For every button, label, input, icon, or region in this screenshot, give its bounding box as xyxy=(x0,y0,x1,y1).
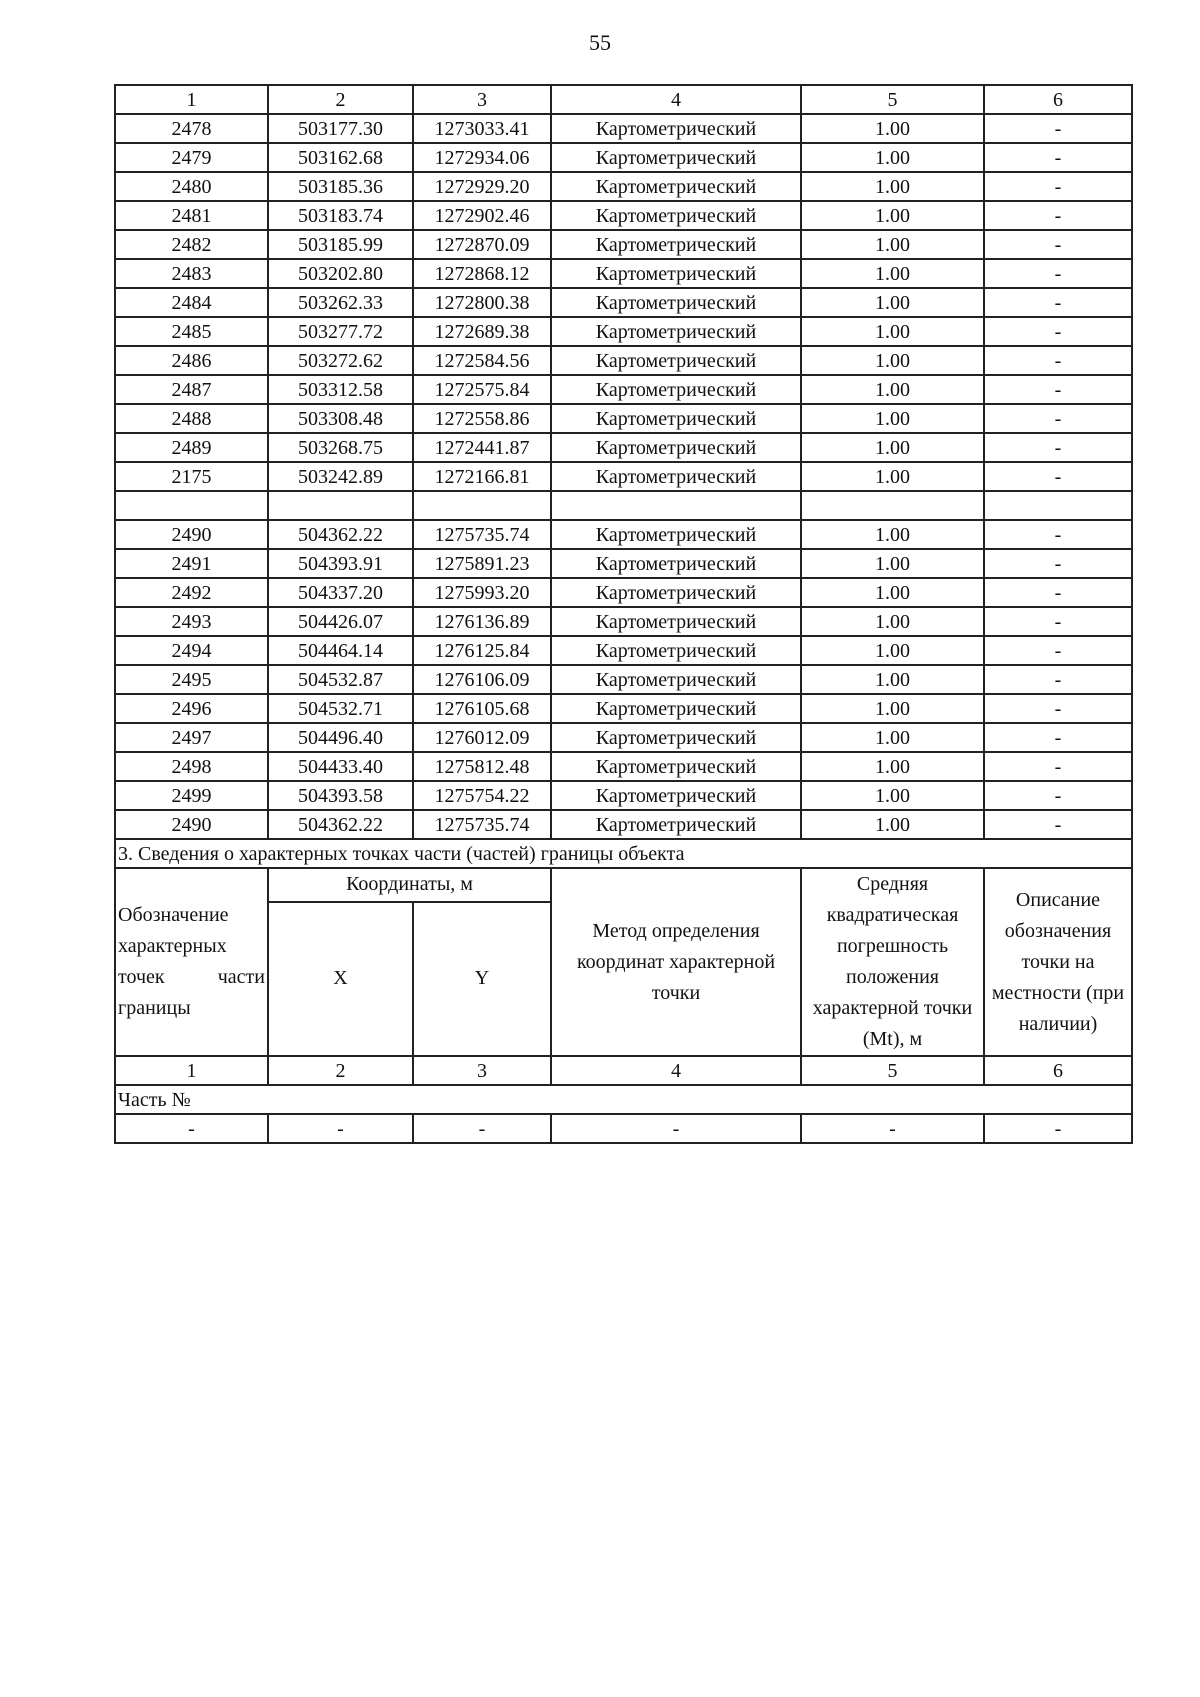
table-cell: 1275735.74 xyxy=(413,520,551,549)
table-cell: 1.00 xyxy=(801,404,984,433)
table-cell: 2483 xyxy=(115,259,268,288)
column-number: 3 xyxy=(413,85,551,114)
table-cell: - xyxy=(984,549,1132,578)
header-mean-error: Средняя квадратическая погрешность положения характерной точки (Mt), м xyxy=(801,868,984,1056)
column-number: 2 xyxy=(268,85,413,114)
table-cell: Картометрический xyxy=(551,172,801,201)
table-cell: Картометрический xyxy=(551,781,801,810)
table-cell: 1273033.41 xyxy=(413,114,551,143)
table-cell: 504393.58 xyxy=(268,781,413,810)
table-cell: - xyxy=(984,230,1132,259)
table-cell: Картометрический xyxy=(551,288,801,317)
table-cell: Картометрический xyxy=(551,143,801,172)
table-cell: 503312.58 xyxy=(268,375,413,404)
table-cell: 503272.62 xyxy=(268,346,413,375)
table-cell: Картометрический xyxy=(551,520,801,549)
table-row xyxy=(115,259,1132,288)
table-row xyxy=(115,201,1132,230)
table-cell: 1.00 xyxy=(801,665,984,694)
table-cell: 1276136.89 xyxy=(413,607,551,636)
table-cell: 504426.07 xyxy=(268,607,413,636)
column-number: 4 xyxy=(551,85,801,114)
table-cell: 2496 xyxy=(115,694,268,723)
table-cell: 2498 xyxy=(115,752,268,781)
table-row xyxy=(115,520,1132,549)
table-cell: 1.00 xyxy=(801,549,984,578)
table-cell: 1272558.86 xyxy=(413,404,551,433)
table-cell: 1.00 xyxy=(801,346,984,375)
table-cell: - xyxy=(984,346,1132,375)
column-number: 6 xyxy=(984,85,1132,114)
table-cell: 2488 xyxy=(115,404,268,433)
table-cell: 503262.33 xyxy=(268,288,413,317)
table-cell: 1275735.74 xyxy=(413,810,551,839)
section-3-title: 3. Сведения о характерных точках части (частей) границы объекта xyxy=(115,839,1132,868)
table-cell: 2497 xyxy=(115,723,268,752)
table-cell: - xyxy=(984,433,1132,462)
table-cell: 504337.20 xyxy=(268,578,413,607)
table-cell: - xyxy=(984,636,1132,665)
header-coordinates: Координаты, м xyxy=(268,868,551,902)
table-cell: 1272870.09 xyxy=(413,230,551,259)
table-cell: - xyxy=(984,317,1132,346)
table-cell: 504362.22 xyxy=(268,810,413,839)
table-cell: 2499 xyxy=(115,781,268,810)
table-row xyxy=(115,810,1132,839)
table-row xyxy=(115,665,1132,694)
table-row xyxy=(115,404,1132,433)
table-cell: 2481 xyxy=(115,201,268,230)
table-cell: 1.00 xyxy=(801,462,984,491)
table-cell: 2175 xyxy=(115,462,268,491)
table-cell: 1.00 xyxy=(801,520,984,549)
table-cell: 503185.99 xyxy=(268,230,413,259)
table-row xyxy=(115,230,1132,259)
table-row xyxy=(115,723,1132,752)
table-cell: 503242.89 xyxy=(268,462,413,491)
table-cell: - xyxy=(984,810,1132,839)
table-cell: - xyxy=(413,1114,551,1143)
table-cell: Картометрический xyxy=(551,114,801,143)
table-cell: - xyxy=(984,288,1132,317)
table-row xyxy=(115,375,1132,404)
table-row xyxy=(115,781,1132,810)
table-cell: - xyxy=(984,404,1132,433)
table-cell: 503308.48 xyxy=(268,404,413,433)
table-cell: Картометрический xyxy=(551,723,801,752)
table-row xyxy=(115,288,1132,317)
table-cell: 1272166.81 xyxy=(413,462,551,491)
column-number: 3 xyxy=(413,1056,551,1085)
table-cell: 2494 xyxy=(115,636,268,665)
table-cell: 1.00 xyxy=(801,288,984,317)
table-cell: - xyxy=(268,1114,413,1143)
table-cell: - xyxy=(984,172,1132,201)
table-cell: 2490 xyxy=(115,810,268,839)
table-row xyxy=(115,607,1132,636)
table-cell: - xyxy=(801,1114,984,1143)
table-cell: Картометрический xyxy=(551,433,801,462)
table-cell: 1275812.48 xyxy=(413,752,551,781)
table-cell: 2487 xyxy=(115,375,268,404)
table-cell: - xyxy=(984,259,1132,288)
section-3-title-row xyxy=(115,839,1132,868)
coordinates-table xyxy=(114,84,1133,1144)
header-y: Y xyxy=(413,902,551,1056)
table-cell: 504496.40 xyxy=(268,723,413,752)
table-cell: - xyxy=(984,694,1132,723)
table-cell: 1.00 xyxy=(801,607,984,636)
table-cell: Картометрический xyxy=(551,462,801,491)
part-label: Часть № xyxy=(115,1085,1132,1114)
table-cell: Картометрический xyxy=(551,694,801,723)
table-cell: - xyxy=(984,607,1132,636)
table-cell: Картометрический xyxy=(551,259,801,288)
table-cell: - xyxy=(984,143,1132,172)
table-cell: 504433.40 xyxy=(268,752,413,781)
table-cell: 2484 xyxy=(115,288,268,317)
table-cell: 2489 xyxy=(115,433,268,462)
table-cell: 2480 xyxy=(115,172,268,201)
table-cell: - xyxy=(984,723,1132,752)
table-row xyxy=(115,462,1132,491)
table-cell: 1.00 xyxy=(801,201,984,230)
table-cell: 1.00 xyxy=(801,694,984,723)
table-cell: Картометрический xyxy=(551,810,801,839)
table-cell: 2491 xyxy=(115,549,268,578)
section-3-header-row xyxy=(115,868,1132,902)
table-cell: 1.00 xyxy=(801,578,984,607)
table-cell: Картометрический xyxy=(551,230,801,259)
table-row xyxy=(115,143,1132,172)
table-cell: 2486 xyxy=(115,346,268,375)
table-row xyxy=(115,636,1132,665)
table-cell: 1275993.20 xyxy=(413,578,551,607)
part-empty-row xyxy=(115,1114,1132,1143)
table-row xyxy=(115,317,1132,346)
table-cell: Картометрический xyxy=(551,346,801,375)
table-cell: Картометрический xyxy=(551,549,801,578)
table-cell: 1.00 xyxy=(801,433,984,462)
table-row xyxy=(115,578,1132,607)
table-cell: - xyxy=(115,1114,268,1143)
table-cell: 504532.87 xyxy=(268,665,413,694)
table-row xyxy=(115,752,1132,781)
page-number: 55 xyxy=(589,30,611,55)
table-cell: Картометрический xyxy=(551,607,801,636)
table-cell: 1272929.20 xyxy=(413,172,551,201)
table-cell: 1272689.38 xyxy=(413,317,551,346)
table-cell: Картометрический xyxy=(551,317,801,346)
table-cell: Картометрический xyxy=(551,665,801,694)
table-cell: 1272441.87 xyxy=(413,433,551,462)
table-cell: - xyxy=(984,201,1132,230)
table-cell: - xyxy=(984,520,1132,549)
table-row xyxy=(115,549,1132,578)
table-cell: 2485 xyxy=(115,317,268,346)
table-cell: 503183.74 xyxy=(268,201,413,230)
table-cell: 1275891.23 xyxy=(413,549,551,578)
column-number-row xyxy=(115,85,1132,114)
table-row xyxy=(115,433,1132,462)
table-cell: 504362.22 xyxy=(268,520,413,549)
table-cell: 1.00 xyxy=(801,230,984,259)
part-label-row xyxy=(115,1085,1132,1114)
header-method: Метод определения координат характерной точки xyxy=(551,868,801,1056)
table-cell: - xyxy=(984,1114,1132,1143)
table-cell: 1272934.06 xyxy=(413,143,551,172)
table-cell: - xyxy=(551,1114,801,1143)
table-cell: 504532.71 xyxy=(268,694,413,723)
column-number: 1 xyxy=(115,1056,268,1085)
table-cell: - xyxy=(984,114,1132,143)
table-cell: - xyxy=(984,752,1132,781)
table-cell: 1.00 xyxy=(801,172,984,201)
column-number: 5 xyxy=(801,1056,984,1085)
table-cell: 1.00 xyxy=(801,810,984,839)
table-row xyxy=(115,172,1132,201)
table-cell: 503162.68 xyxy=(268,143,413,172)
table-cell: 503277.72 xyxy=(268,317,413,346)
table-cell: 1.00 xyxy=(801,636,984,665)
table-cell: 2479 xyxy=(115,143,268,172)
column-number: 4 xyxy=(551,1056,801,1085)
column-number: 6 xyxy=(984,1056,1132,1085)
table-cell: 503177.30 xyxy=(268,114,413,143)
table-cell: 2492 xyxy=(115,578,268,607)
table-cell: 1272575.84 xyxy=(413,375,551,404)
table-cell: 1276125.84 xyxy=(413,636,551,665)
table-cell: 1.00 xyxy=(801,375,984,404)
table-cell: 1275754.22 xyxy=(413,781,551,810)
table-cell: 1.00 xyxy=(801,723,984,752)
table-cell: 1.00 xyxy=(801,114,984,143)
table-cell: Картометрический xyxy=(551,752,801,781)
table-cell: 503185.36 xyxy=(268,172,413,201)
table-cell: Картометрический xyxy=(551,404,801,433)
table-cell: - xyxy=(984,462,1132,491)
table-cell: 1.00 xyxy=(801,143,984,172)
table-cell: 2490 xyxy=(115,520,268,549)
column-number: 5 xyxy=(801,85,984,114)
header-x: X xyxy=(268,902,413,1056)
table-cell: - xyxy=(984,578,1132,607)
table-cell: 1276106.09 xyxy=(413,665,551,694)
column-number-row xyxy=(115,1056,1132,1085)
table-cell: 504464.14 xyxy=(268,636,413,665)
column-number: 1 xyxy=(115,85,268,114)
table-cell: 1.00 xyxy=(801,259,984,288)
table-cell: 1.00 xyxy=(801,752,984,781)
table-cell: Картометрический xyxy=(551,578,801,607)
table-cell: - xyxy=(984,781,1132,810)
table-row xyxy=(115,346,1132,375)
empty-separator-row xyxy=(115,491,1132,520)
table-cell: 1.00 xyxy=(801,781,984,810)
table-cell: 1.00 xyxy=(801,317,984,346)
table-cell: Картометрический xyxy=(551,636,801,665)
header-designation: Обозначение характерных точек части границы xyxy=(115,868,268,1056)
table-cell: 503268.75 xyxy=(268,433,413,462)
table-cell: 504393.91 xyxy=(268,549,413,578)
table-cell: 1276012.09 xyxy=(413,723,551,752)
table-cell: 2495 xyxy=(115,665,268,694)
table-cell: 2478 xyxy=(115,114,268,143)
table-cell: 503202.80 xyxy=(268,259,413,288)
table-cell: 1272868.12 xyxy=(413,259,551,288)
table-cell: Картометрический xyxy=(551,201,801,230)
table-cell: 1272800.38 xyxy=(413,288,551,317)
table-cell: 2493 xyxy=(115,607,268,636)
table-cell: Картометрический xyxy=(551,375,801,404)
table-cell: 1276105.68 xyxy=(413,694,551,723)
header-description: Описание обозначения точки на местности (при наличии) xyxy=(984,868,1132,1056)
table-cell: 1272902.46 xyxy=(413,201,551,230)
table-row xyxy=(115,114,1132,143)
table-cell: - xyxy=(984,665,1132,694)
table-cell: 2482 xyxy=(115,230,268,259)
table-cell: - xyxy=(984,375,1132,404)
table-cell: 1272584.56 xyxy=(413,346,551,375)
column-number: 2 xyxy=(268,1056,413,1085)
table-row xyxy=(115,694,1132,723)
